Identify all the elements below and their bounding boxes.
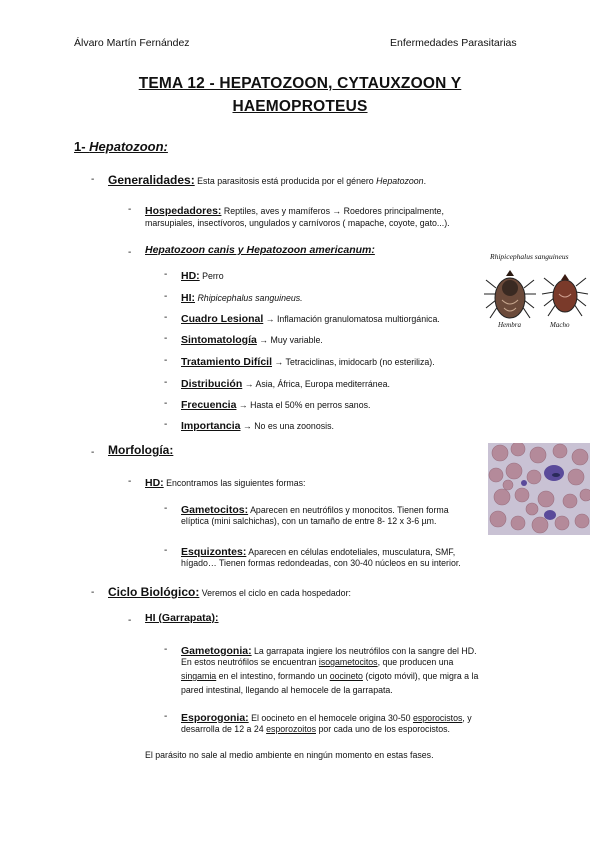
bullet-dash: - [164, 269, 168, 280]
female-tick-icon [484, 270, 536, 318]
fact-item [181, 352, 435, 370]
bullet-dash: - [164, 545, 168, 556]
fact-item [181, 266, 224, 284]
bullet-dash: - [164, 503, 168, 514]
fact-item [181, 395, 370, 413]
bullet-dash: - [164, 355, 168, 366]
hi-garrapata-heading: HI (Garrapata): [145, 612, 219, 624]
tick-figure [484, 252, 590, 334]
fact-item [181, 416, 334, 434]
fact-label: Frecuencia [181, 399, 237, 411]
tick-figure-caption: Rhipicephalus sanguineus [490, 252, 569, 261]
fact-text: → No es una zoonosis. [240, 421, 334, 431]
fact-label: Tratamiento Difícil [181, 356, 273, 368]
species-heading: Hepatozoon canis y Hepatozoon americanum: [145, 244, 375, 256]
bullet-dash: - [128, 204, 132, 215]
blood-smear-image [488, 443, 590, 535]
tick-illustration [484, 260, 590, 330]
gametogonia-line2: En estos neutrófilos se encuentran isogametocitos, que producen una [181, 657, 454, 667]
ciclo-item: Ciclo Biológico: Veremos el ciclo en cada hospedador: [108, 585, 351, 599]
bullet-dash: - [164, 398, 168, 409]
esporogonia-item: Esporogonia: El oocineto en el hemocele origina 30-50 esporocistos, y [181, 712, 472, 724]
bullet-dash: - [128, 615, 132, 626]
bullet-dash: - [91, 587, 95, 598]
gametocitos-item: Gametocitos: Aparecen en neutrófilos y monocitos. Tienen forma [181, 504, 449, 516]
gametogonia-line4: pared intestinal, llegando al hemocele de la garrapata. [181, 685, 393, 695]
gametogonia-line3: singamia en el intestino, formando un oocineto (cigoto móvil), que migra a la [181, 671, 479, 681]
footer-note: El parásito no sale al medio ambiente en ningún momento en estas fases. [145, 750, 434, 760]
hd-forms-item: HD: Encontramos las siguientes formas: [145, 477, 306, 489]
bullet-dash: - [91, 174, 95, 185]
blood-smear-micrograph-icon [488, 443, 590, 535]
esquizontes-item: Esquizontes: Aparecen en células endoteliales, musculatura, SMF, [181, 546, 456, 558]
fact-label: Distribución [181, 378, 243, 390]
hospedadores-item: Hospedadores: Reptiles, aves y mamíferos → Roedores principalmente, [145, 205, 444, 217]
fact-label: Cuadro Lesional [181, 313, 264, 325]
esporogonia-line2: desarrolla de 12 a 24 esporozoitos por cada uno de los esporocistos. [181, 724, 450, 734]
tick-label-female: Hembra [498, 321, 521, 329]
bullet-dash: - [164, 711, 168, 722]
hospedadores-line2: marsupiales, insectívoros, ungulados y carnívoros ( mapache, coyote, gato...). [145, 218, 450, 228]
header-author: Álvaro Martín Fernández [74, 37, 190, 49]
fact-label: Importancia [181, 420, 241, 432]
bullet-dash: - [164, 419, 168, 430]
bullet-dash: - [128, 247, 132, 258]
fact-text: → Asia, África, Europa mediterránea. [242, 379, 390, 389]
fact-text: Rhipicephalus sanguineus. [195, 293, 303, 303]
fact-item [181, 330, 323, 348]
fact-text: → Muy variable. [256, 335, 323, 345]
page-title-line1: TEMA 12 - HEPATOZOON, CYTAUXZOON Y [138, 75, 462, 92]
fact-text: → Hasta el 50% en perros sanos. [236, 400, 371, 410]
fact-text: → Tetraciclinas, imidocarb (no esteriliza). [272, 357, 435, 367]
fact-item [181, 374, 390, 392]
bullet-dash: - [128, 476, 132, 487]
bullet-dash: - [91, 447, 95, 458]
tick-label-male: Macho [550, 321, 570, 329]
bullet-dash: - [164, 312, 168, 323]
fact-label: HD: [181, 270, 200, 282]
morfologia-heading: Morfología: [108, 443, 174, 457]
fact-item [181, 309, 440, 327]
fact-label: HI: [181, 292, 195, 304]
esquizontes-line2: hígado… Tienen formas redondeadas, con 30-40 núcleos en su interior. [181, 558, 461, 568]
fact-label: Sintomatología [181, 334, 257, 346]
generalidades-item: Generalidades: Esta parasitosis está producida por el género Hepatozoon. [108, 173, 427, 187]
fact-text: → Inflamación granulomatosa multiorgánica. [263, 314, 440, 324]
fact-item [181, 288, 303, 306]
male-tick-icon [542, 274, 588, 316]
gametogonia-item: Gametogonia: La garrapata ingiere los neutrófilos con la sangre del HD. [181, 645, 477, 657]
bullet-dash: - [164, 377, 168, 388]
section-heading: 1- Hepatozoon: [74, 139, 168, 154]
gametocitos-line2: elíptica (mini salchichas), con un tamaño de entre 8- 12 x 3-6 µm. [181, 516, 437, 526]
header-subject: Enfermedades Parasitarias [390, 37, 517, 49]
bullet-dash: - [164, 333, 168, 344]
bullet-dash: - [164, 291, 168, 302]
bullet-dash: - [164, 644, 168, 655]
page-title-line2: HAEMOPROTEUS [232, 98, 368, 115]
fact-text: Perro [199, 271, 224, 281]
